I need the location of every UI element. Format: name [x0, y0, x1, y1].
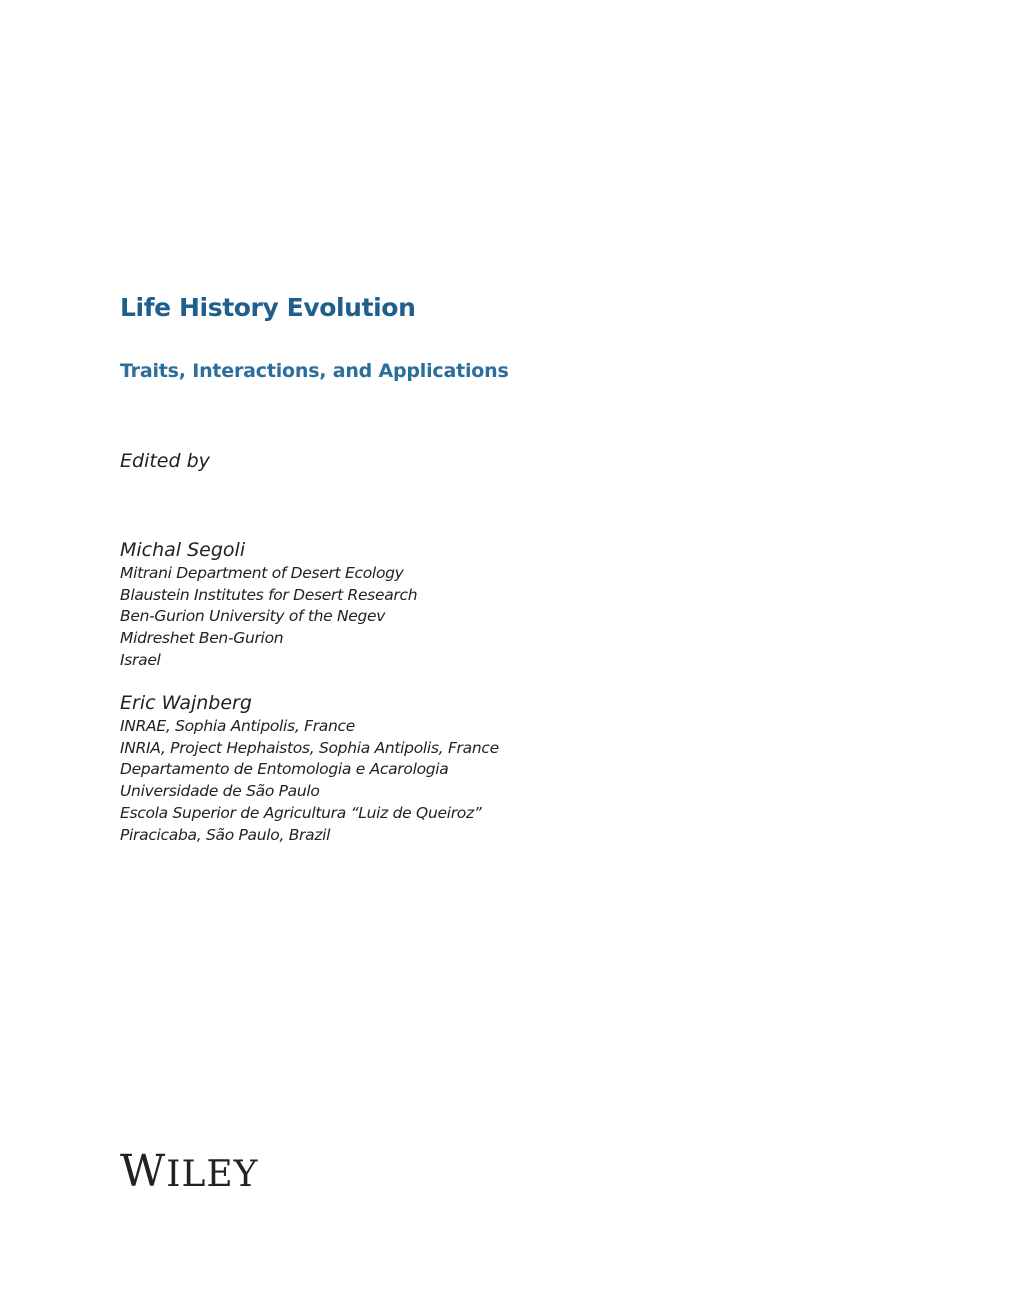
book-title: Life History Evolution [120, 293, 416, 322]
editor-name: Michal Segoli [120, 539, 246, 561]
book-subtitle: Traits, Interactions, and Applications [120, 360, 509, 382]
affiliation-line: Mitrani Department of Desert Ecology [120, 564, 404, 582]
affiliation-line: Piracicaba, São Paulo, Brazil [120, 825, 331, 844]
affiliation-line: Escola Superior de Agricultura “Luiz de Queiroz” [120, 803, 482, 822]
affiliation-line: Universidade de São Paulo [120, 782, 320, 801]
affiliation-line: Departamento de Entomologia e Acarologia [120, 760, 449, 779]
publisher-logo-rest: ILEY [166, 1154, 259, 1195]
affiliation-line: Ben-Gurion University of the Negev [120, 607, 386, 626]
editor-block [120, 690, 499, 846]
edited-by-label: Edited by [120, 450, 210, 472]
editor-affiliation [120, 563, 417, 672]
affiliation-line: Midreshet Ben-Gurion [120, 629, 284, 648]
affiliation-line: Blaustein Institutes for Desert Research [120, 585, 418, 604]
editor-block [120, 537, 417, 672]
editor-name: Eric Wajnberg [120, 692, 252, 714]
publisher-logo [120, 1148, 258, 1199]
affiliation-line: INRAE, Sophia Antipolis, France [120, 717, 355, 735]
affiliation-line: Israel [120, 650, 161, 669]
editor-affiliation [120, 716, 499, 846]
affiliation-line: INRIA, Project Hephaistos, Sophia Antipolis, France [120, 738, 499, 757]
publisher-logo-initial: W [120, 1146, 167, 1197]
